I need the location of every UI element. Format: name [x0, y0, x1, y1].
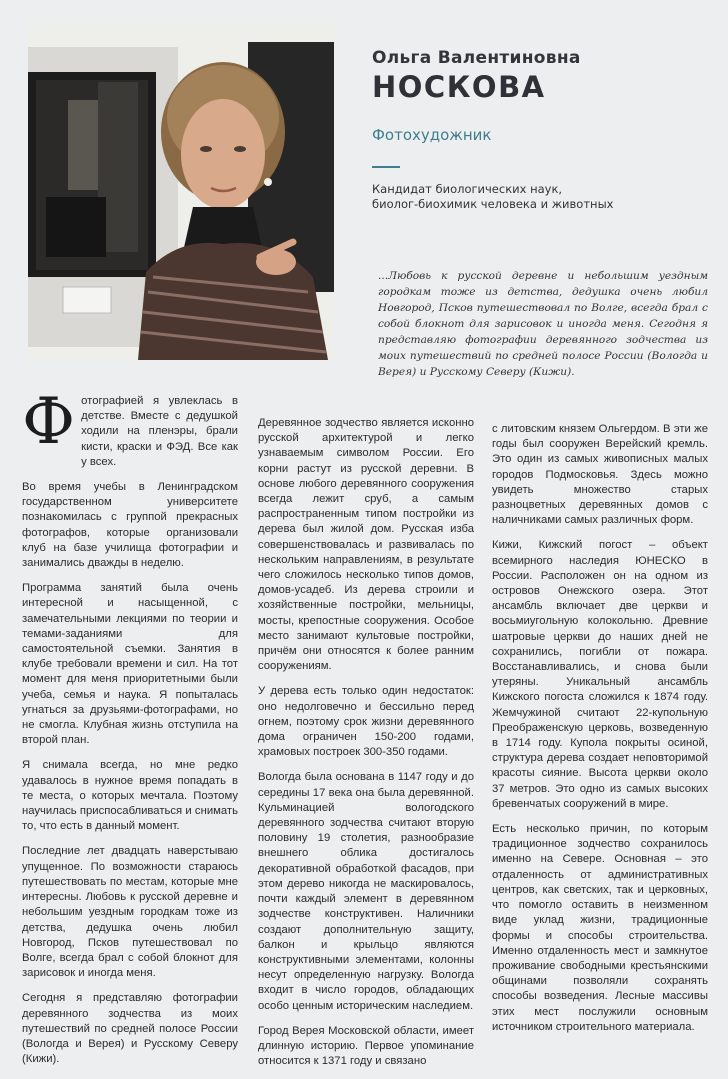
paragraph: Я снимала всегда, но мне редко удавалось в нужное время попадать в те места, о которых мечтала. Поэтому научилась приспосабливаться и снимать то, что есть в данный момент.	[22, 759, 238, 833]
paragraph: Программа занятий была очень интересной и насыщенной, с замечательными лекциями по теории и темами-заданиями для самостоятельной съемки. Занятия в клубе требовали времени и сил. На тот момент для меня приоритетными были учеба, семья и наука. Я попыталась угнаться за друзьями-фотографами, но не смогла. Клубная жизнь отступила на второй план.	[22, 582, 238, 747]
paragraph: Деревянное зодчество является исконно русской архитектурой и легко узнаваемым символом России. Его корни растут из русской деревни. В основе любого деревянного сооружения всегда лежит сруб, а самым распространенным типом постройки из дерева был жилой дом. Русская изба совершенствовалась и развивалась по нескольким направлениям, в результате чего сложилось несколько типов домов, домов-усадеб. Из дерева строили и хозяйственные постройки, мельницы, мосты, крепостные сооружения. Особое место занимают культовые постройки, причём они относятся к более ранним сооружениям.	[258, 417, 474, 673]
paragraph: Сегодня я представляю фотографии деревянного зодчества из моих путешествий по средней полосе России (Вологда и Верея) и Русскому Северу (Кижи).	[22, 992, 238, 1066]
paragraph: отографией я увлеклась в детстве. Вместе с дедушкой ходили на пленэры, брали кисти, краски и ФЭД. Все как у всех.	[81, 395, 238, 468]
author-header	[372, 48, 712, 212]
author-credentials	[372, 182, 712, 212]
paragraph: Есть несколько причин, по которым традиционное зодчество сохранилось именно на Севере. Основная – это отдаленность от административных центров, как светских, так и церковных, что помогло оставить в неизменном виде уклад жизни, традиционные формы и способы строительства. Именно отдаленность мест и замкнутое проживание свободными крестьянскими общинами позволяли сохранять способы возведения. Лесные массивы этих мест послужили основным источником строительного материала.	[492, 823, 708, 1033]
paragraph: У дерева есть только один недостаток: оно недолговечно и бессильно перед огнем, поэтому срок жизни деревянного дома ограничен 150-200 годами, храмовых построек 300-350 годами.	[258, 685, 474, 759]
paragraph: Во время учебы в Ленинградском государственном университете познакомилась с группой прекрасных фотографов, которые организовали клуб на базе училища фотографии и занимались дважды в неделю.	[22, 481, 238, 570]
paragraph: Город Верея Московской области, имеет длинную историю. Первое упоминание относится к 1371 году и связано	[258, 1024, 474, 1068]
portrait-illustration	[28, 22, 334, 360]
paragraph: Кижи, Кижский погост – объект всемирного наследия ЮНЕСКО в России. Расположен он на одном из островов Онежского озера. Этот ансамбль включает две церкви и восьмиугольную колокольню. Древние шатровые церкви до наших дней не сохранились, погибли от пожара. Восстанавливались, и снова были утеряны. Уникальный ансамбль Кижского погоста сложился к 1874 году. Жемчужиной считают 22-купольную Преображенскую церковь, возведенную в 1714 году. Купола покрыты осиной, структура дерева создает неповторимой красоты сияние. Высота церкви около 37 метров. Это одно из самых высоких бревенчатых сооружений в мире.	[492, 539, 708, 810]
paragraph: Последние лет двадцать наверстываю упущенное. По возможности стараюсь путешествовать по местам, которые мне интересны. Любовь к русской деревне и небольшим уездным городкам тоже из детства, дедушка очень любил Новгород, Псков путешествовал по Волге, всегда брал с собой блокнот для зарисовок и иногда меня.	[22, 845, 238, 980]
divider	[372, 166, 400, 168]
face	[181, 99, 265, 209]
paragraph: Вологда была основана в 1147 году и до середины 17 века она была деревянной. Кульминацией вологодского деревянного зодчества считают вторую половину 19 столетия, разнообразие внешнего облика достигалось декоративной обработкой фасадов, при этом дерево никогда не маскировалось, почти каждый элемент в деревянном зодчестве конструктивен. Наличники создают дополнительную защиту, балкон и крыльцо являются конструктивными элементами, колонны несут определенную нагрузку. Вологда входит в число городов, обладающих особо ценным историческим наследием.	[258, 771, 474, 1012]
drop-cap: Ф	[22, 385, 76, 459]
author-last-name: НОСКОВА	[372, 70, 546, 104]
credentials-line-2: биолог-биохимик человека и животных	[372, 197, 614, 211]
paragraph: с литовским князем Ольгердом. В эти же годы был сооружен Верейский кремль. Это один из самых живописных малых городов Подмосковья. Здесь можно увидеть множество старых разноцветных деревянных домов с наличниками самых различных форм.	[492, 423, 708, 527]
credentials-line-1: Кандидат биологических наук,	[372, 182, 563, 196]
article-column-3	[492, 422, 708, 1045]
author-first-name: Ольга Валентиновна	[372, 48, 581, 68]
portrait-photo	[28, 22, 334, 360]
article-column-2	[258, 416, 474, 1079]
author-role: Фотохудожник	[372, 126, 492, 144]
pull-quote: ...Любовь к русской деревне и небольшим уездным городкам тоже из детства, дедушка очень любил Новгород, Псков путешествовал по Волге, всегда брал с собой блокнот для зарисовок и иногда меня. Сегодня я представляю фотографии деревянного зодчества из моих путешествий по средней полосе России (Вологда и Верея) и Русскому Северу (Кижи).	[378, 270, 708, 378]
article-column-1	[22, 385, 238, 1077]
article-body	[22, 385, 716, 1068]
